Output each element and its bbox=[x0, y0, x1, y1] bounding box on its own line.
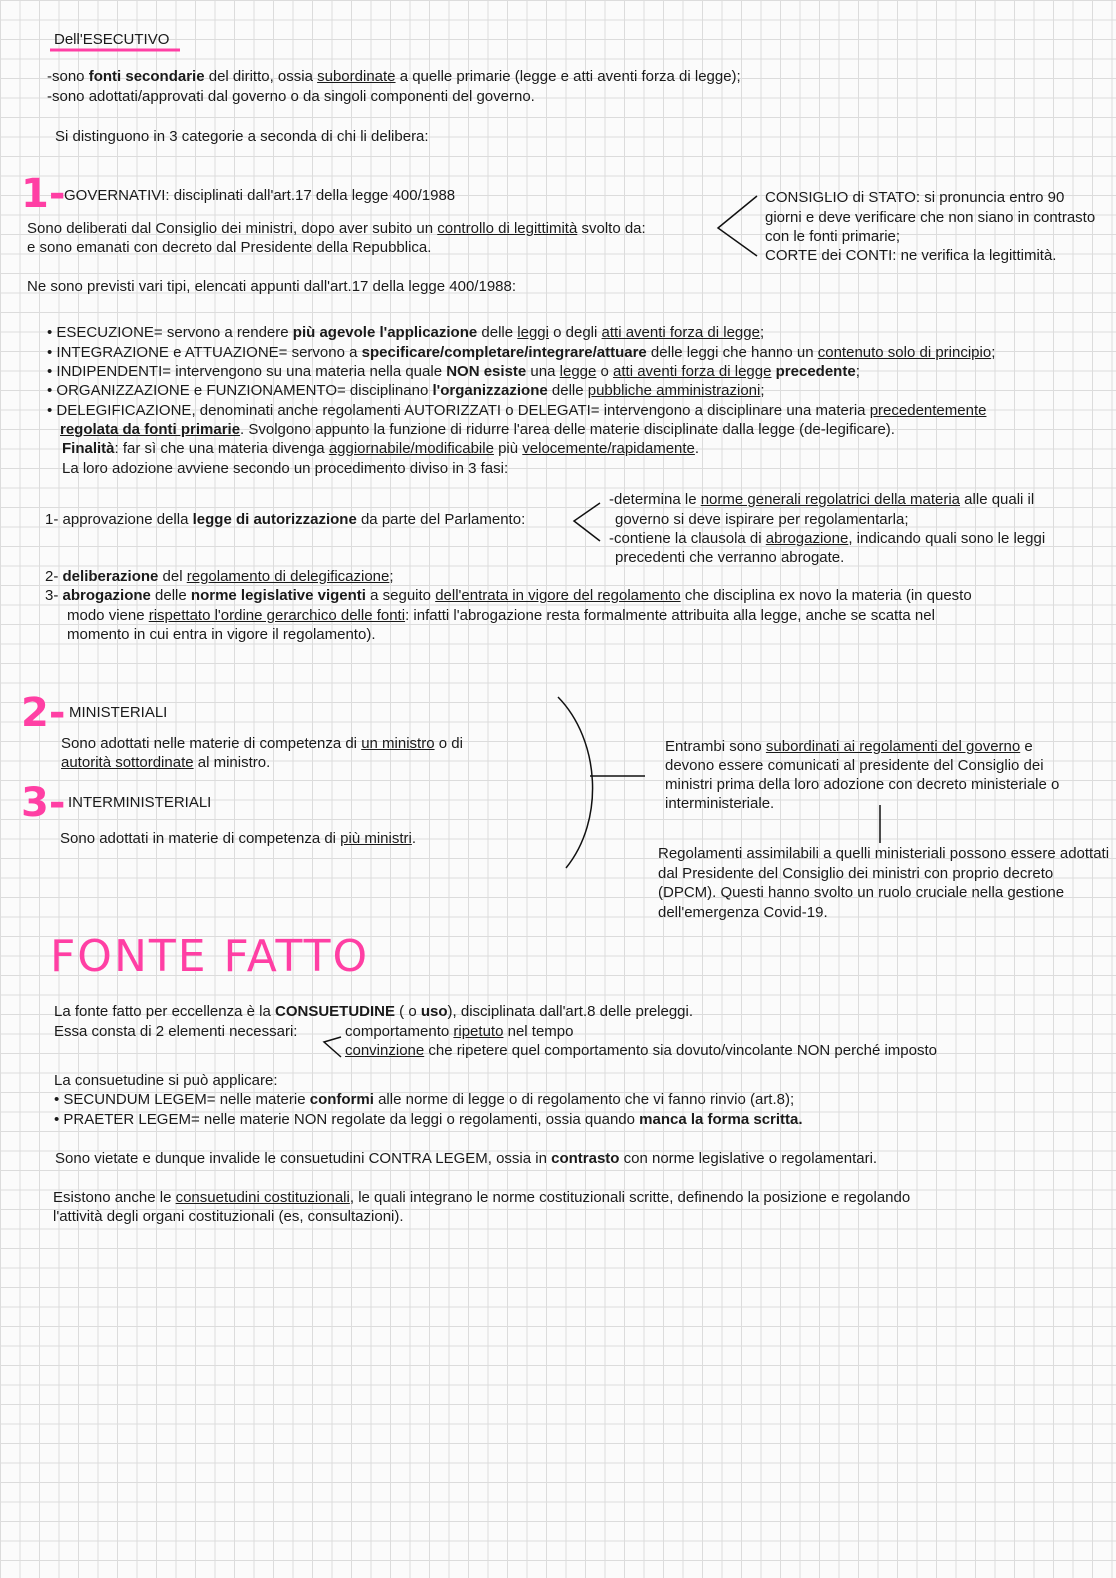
section-2-desc-1: Sono adottati nelle materie di competenza di un ministro o di bbox=[61, 735, 463, 752]
delegificazione-finalita: Finalità: far sì che una materia divenga aggiornabile/modificabile più velocemente/rapidamente. bbox=[62, 440, 700, 457]
bullet-secundum-legem: • SECUNDUM LEGEM= nelle materie conformi alle norme di legge o di regolamento che vi fanno rinvio (art.8); bbox=[54, 1091, 795, 1108]
section-1-number: 1- bbox=[21, 171, 66, 217]
section-2-title: MINISTERIALI bbox=[69, 704, 168, 721]
fatto-paragraph-5-cont: l'attività degli organi costituzionali (es, consultazioni). bbox=[53, 1208, 404, 1225]
fase-1-point-1-cont: governo si deve ispirare per regolamentarla; bbox=[615, 511, 909, 528]
fonte-fatto-title: FONTE FATTO bbox=[50, 931, 370, 982]
bullet-praeter-legem: • PRAETER LEGEM= nelle materie NON regolate da leggi o regolamenti, ossia quando manca la forma scritta. bbox=[54, 1111, 803, 1128]
both-note-line-4: interministeriale. bbox=[665, 795, 775, 812]
section-1-desc-1: Sono deliberati dal Consiglio dei ministri, dopo aver subito un controllo di legittimità svolto da: bbox=[27, 220, 646, 237]
fase-2: 2- deliberazione del regolamento di delegificazione; bbox=[45, 568, 394, 585]
section-2-desc-2: autorità sottordinate al ministro. bbox=[61, 754, 271, 771]
both-note-line-2: devono essere comunicati al presidente del Consiglio dei bbox=[665, 757, 1044, 774]
fase-1: 1- approvazione della legge di autorizzazione da parte del Parlamento: bbox=[45, 511, 526, 528]
bullet-indipendenti: • INDIPENDENTI= intervengono su una materia nella quale NON esiste una legge o atti aventi forza di legge precedente; bbox=[47, 363, 860, 380]
bullet-delegificazione: • DELEGIFICAZIONE, denominati anche regolamenti AUTORIZZATI o DELEGATI= intervengono a disciplinare una materia precedentemente bbox=[47, 402, 987, 419]
brace-governativi bbox=[718, 196, 757, 256]
intro-line-1: -sono fonti secondarie del diritto, ossia subordinate a quelle primarie (legge e atti aventi forza di legge); bbox=[47, 68, 741, 85]
brace-consuetudine bbox=[324, 1037, 341, 1057]
both-note-line-3: ministri prima della loro adozione con decreto ministeriale o bbox=[665, 776, 1060, 793]
page-title: Dell'ESECUTIVO bbox=[54, 31, 170, 48]
section-1-desc-2: e sono emanati con decreto dal Presidente della Repubblica. bbox=[27, 239, 432, 256]
parenthesis-ministeriali bbox=[558, 697, 593, 868]
fase-1-point-1: -determina le norme generali regolatrici della materia alle quali il bbox=[609, 491, 1035, 508]
fase-1-point-2-cont: precedenti che verranno abrogate. bbox=[615, 549, 845, 566]
intro-line-3: Si distinguono in 3 categorie a seconda di chi li delibera: bbox=[55, 128, 429, 145]
bullet-esecuzione: • ESECUZIONE= servono a rendere più agevole l'applicazione delle leggi o degli atti aventi forza di legge; bbox=[47, 324, 765, 341]
delegificazione-line-2: regolata da fonti primarie. Svolgono appunto la funzione di ridurre l'area delle materie disciplinate dalla legge (de-legificare). bbox=[60, 421, 895, 438]
section-2-number: 2- bbox=[21, 690, 66, 736]
fatto-paragraph-1: La fonte fatto per eccellenza è la CONSUETUDINE ( o uso), disciplinata dall'art.8 delle preleggi. bbox=[54, 1003, 694, 1020]
types-intro: Ne sono previsti vari tipi, elencati appunti dall'art.17 della legge 400/1988: bbox=[27, 278, 517, 295]
element-comportamento: comportamento ripetuto nel tempo bbox=[345, 1023, 574, 1040]
fase-3: 3- abrogazione delle norme legislative vigenti a seguito dell'entrata in vigore del regolamento che disciplina ex novo la materia (in questo bbox=[45, 587, 972, 604]
both-note-line-1: Entrambi sono subordinati ai regolamenti del governo e bbox=[665, 738, 1033, 755]
fase-3-line-3: momento in cui entra in vigore il regolamento). bbox=[67, 626, 376, 643]
fatto-paragraph-5: Esistono anche le consuetudini costituzionali, le quali integrano le norme costituzionali scritte, definendo la posizione e regolando bbox=[53, 1189, 911, 1206]
section-3-desc: Sono adottati in materie di competenza di più ministri. bbox=[60, 830, 417, 847]
delegificazione-fasi-intro: La loro adozione avviene secondo un procedimento diviso in 3 fasi: bbox=[62, 460, 509, 477]
dpcm-note: Regolamenti assimilabili a quelli ministeriali possono essere adottati dal Presidente del Consiglio dei ministri con proprio decreto (DPCM). Questi hanno svolto un ruolo cruciale nella gestione dell'emergenza Covid-19. bbox=[658, 845, 1110, 921]
section-3-number: 3- bbox=[21, 780, 66, 826]
bullet-organizzazione: • ORGANIZZAZIONE e FUNZIONAMENTO= disciplinano l'organizzazione delle pubbliche amministrazioni; bbox=[47, 382, 765, 399]
fase-1-point-2: -contiene la clausola di abrogazione, indicando quali sono le leggi bbox=[609, 530, 1046, 547]
fatto-paragraph-2: Essa consta di 2 elementi necessari: bbox=[54, 1023, 298, 1040]
intro-line-2: -sono adottati/approvati dal governo o da singoli componenti del governo. bbox=[47, 88, 535, 105]
consiglio-di-stato-note: CONSIGLIO di STATO: si pronuncia entro 90 giorni e deve verificare che non siano in contrasto con le fonti primarie; bbox=[765, 189, 1096, 245]
section-3-title: INTERMINISTERIALI bbox=[68, 794, 212, 811]
fase-3-line-2: modo viene rispettato l'ordine gerarchico delle fonti: infatti l'abrogazione resta formalmente attribuita alla legge, anche se scatta nel bbox=[67, 607, 935, 624]
element-convinzione: convinzione che ripetere quel comportamento sia dovuto/vincolante NON perché imposto bbox=[345, 1042, 937, 1059]
fatto-paragraph-4: Sono vietate e dunque invalide le consuetudini CONTRA LEGEM, ossia in contrasto con norme legislative o regolamentari. bbox=[55, 1150, 878, 1167]
section-1-title: GOVERNATIVI: disciplinati dall'art.17 della legge 400/1988 bbox=[64, 187, 456, 204]
brace-legge-autorizzazione bbox=[574, 503, 600, 541]
fatto-paragraph-3: La consuetudine si può applicare: bbox=[54, 1072, 278, 1089]
corte-dei-conti-note: CORTE dei CONTI: ne verifica la legittimità. bbox=[765, 247, 1057, 264]
bullet-integrazione: • INTEGRAZIONE e ATTUAZIONE= servono a specificare/completare/integrare/attuare delle leggi che hanno un contenuto solo di principio; bbox=[47, 344, 996, 361]
